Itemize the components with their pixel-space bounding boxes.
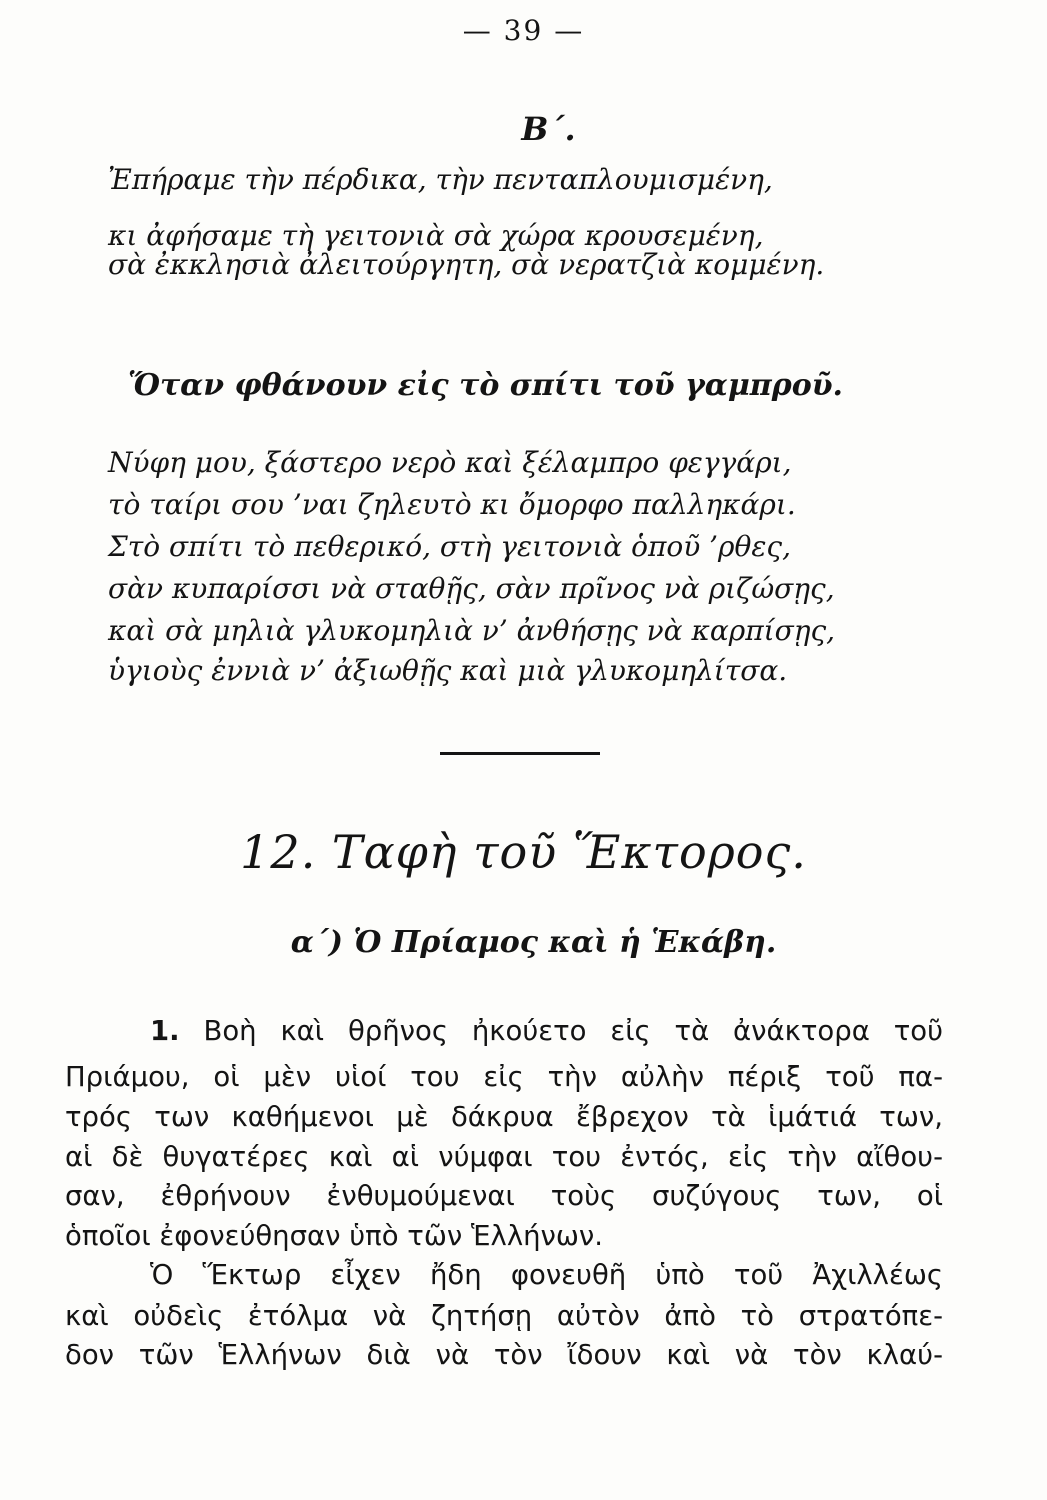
chapter-title: 12. Ταφὴ τοῦ Ἕκτορος.	[240, 825, 807, 879]
verse-line: Στὸ σπίτι τὸ πεθερικό, στὴ γειτονιὰ ὁποῦ ’ρθες,	[108, 530, 791, 563]
verse-line: Ἐπήραμε τὴν πέρδικα, τὴν πενταπλουμισμένη,	[108, 163, 773, 196]
verse-line: Νύφη μου, ξάστερο νερὸ καὶ ξέλαμπρο φεγγάρι,	[108, 446, 792, 479]
paragraph-line: αἱ δὲ θυγατέρες καὶ αἱ νύμφαι του ἐντός, εἰς τὴν αἴθου-	[65, 1141, 943, 1173]
verse-line: κι ἀφήσαμε τὴ γειτονιὰ σὰ χώρα κρουσεμένη,	[108, 219, 764, 252]
paragraph-number: 1.	[150, 1015, 180, 1047]
paragraph-line: σαν, ἐθρήνουν ἐνθυμούμεναι τοὺς συζύγους των, οἱ	[65, 1180, 943, 1212]
paragraph-line: τρός των καθήμενοι μὲ δάκρυα ἔβρεχον τὰ ἱμάτιά των,	[65, 1101, 943, 1133]
chapter-subtitle: α΄) Ὁ Πρίαμος καὶ ἡ Ἑκάβη.	[290, 925, 777, 960]
section-heading: Ὅταν φθάνουν εἰς τὸ σπίτι τοῦ γαμπροῦ.	[128, 368, 843, 403]
paragraph-line: δον τῶν Ἑλλήνων διὰ νὰ τὸν ἴδουν καὶ νὰ τὸν κλαύ-	[65, 1339, 943, 1371]
verse-line: ὑγιοὺς ἐννιὰ ν’ ἀξιωθῇς καὶ μιὰ γλυκομηλίτσα.	[108, 654, 788, 687]
paragraph-line: καὶ οὐδεὶς ἐτόλμα νὰ ζητήσῃ αὐτὸν ἀπὸ τὸ στρατόπε-	[65, 1300, 943, 1332]
section-divider	[440, 752, 600, 755]
page-number: — 39 —	[462, 14, 585, 47]
paragraph-line: ὁποῖοι ἐφονεύθησαν ὑπὸ τῶν Ἑλλήνων.	[65, 1220, 604, 1252]
paragraph-text: Βοὴ καὶ θρῆνος ἠκούετο εἰς τὰ ἀνάκτορα τοῦ	[203, 1015, 943, 1047]
verse-line: τὸ ταίρι σου ’ναι ζηλευτὸ κι ὄμορφο παλληκάρι.	[108, 488, 796, 521]
verse-line: σὰ ἐκκλησιὰ ἀλειτούργητη, σὰ νερατζιὰ κομμένη.	[108, 248, 825, 281]
paragraph-line: Πριάμου, οἱ μὲν υἱοί του εἰς τὴν αὐλὴν πέριξ τοῦ πα-	[65, 1061, 943, 1093]
paragraph-line	[150, 1015, 943, 1047]
paragraph-line: Ὁ Ἕκτωρ εἶχεν ἤδη φονευθῆ ὑπὸ τοῦ Ἀχιλλέως	[150, 1259, 943, 1291]
section-mark: Β΄.	[521, 110, 576, 148]
verse-line: σὰν κυπαρίσσι νὰ σταθῇς, σὰν πρῖνος νὰ ριζώσῃς,	[108, 572, 835, 605]
verse-line: καὶ σὰ μηλιὰ γλυκομηλιὰ ν’ ἀνθήσῃς νὰ καρπίσῃς,	[108, 614, 836, 647]
